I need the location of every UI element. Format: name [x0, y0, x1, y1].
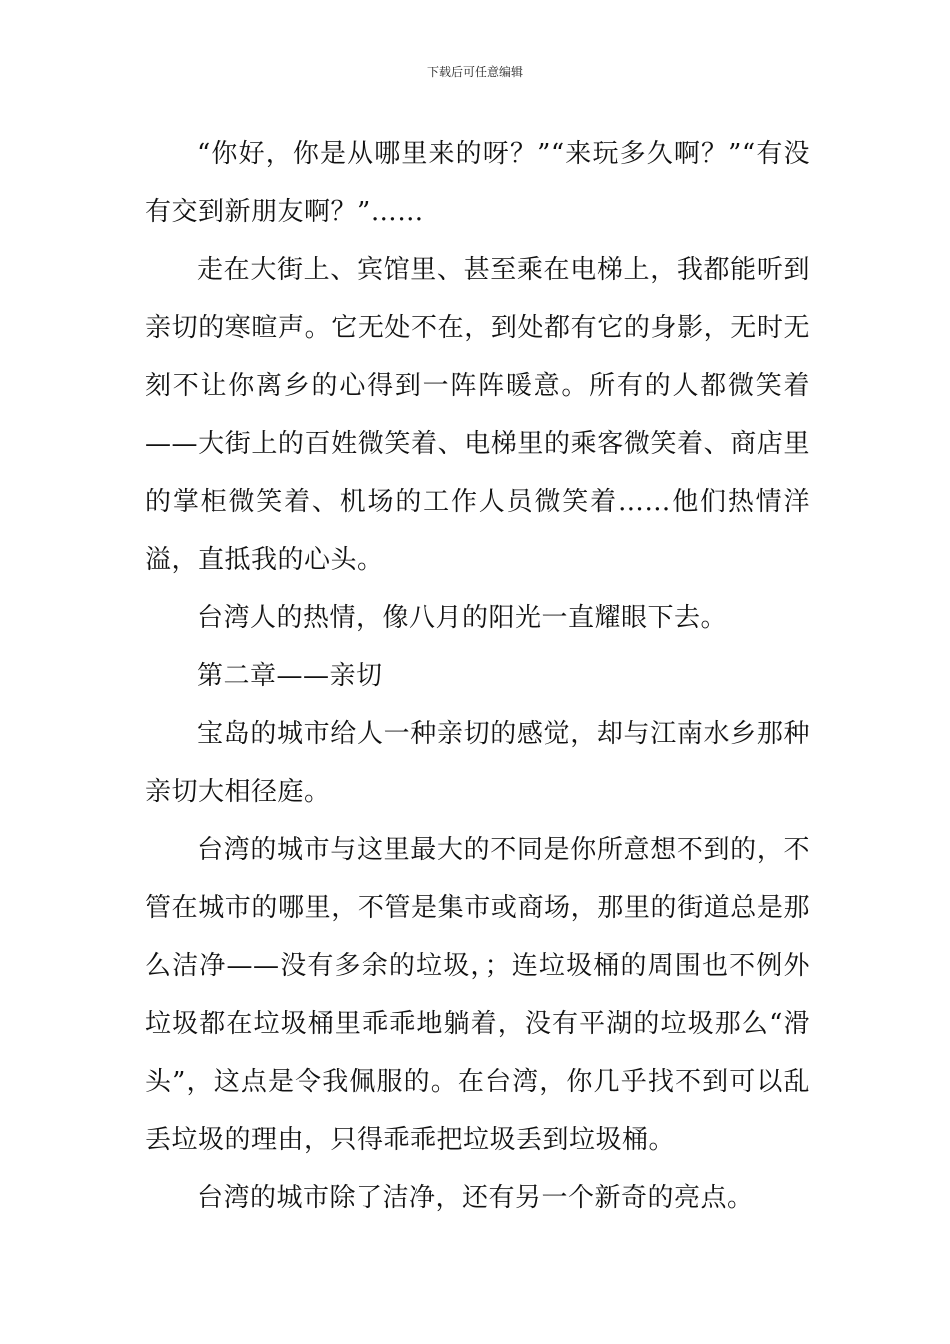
paragraph-enthusiasm: 台湾人的热情，像八月的阳光一直耀眼下去。 [197, 603, 728, 633]
paragraph-clean-streets: 台湾的城市与这里最大的不同是你所意想不到的，不管在城市的哪里，不管是集市或商场，那里的街道总是那么洁净——没有多余的垃圾，；连垃圾桶的周围也不例外垃圾都在垃圾桶里乖乖地躺着，没有平湖的垃圾那么“滑头”，这点是令我佩服的。在台湾，你几乎找不到可以乱丢垃圾的理由，只得乖乖把垃圾丢到垃圾桶。 [145, 835, 810, 1155]
page-header: 下载后可任意编辑 [426, 65, 523, 79]
paragraph-highlight: 台湾的城市除了洁净，还有另一个新奇的亮点。 [197, 1183, 754, 1213]
document-body [145, 125, 810, 1227]
chapter-heading: 第二章——亲切 [197, 661, 383, 691]
paragraph-street-smiles: 走在大街上、宾馆里、甚至乘在电梯上，我都能听到亲切的寒暄声。它无处不在，到处都有它的身影，无时无刻不让你离乡的心得到一阵阵暖意。所有的人都微笑着——大街上的百姓微笑着、电梯里的乘客微笑着、商店里的掌柜微笑着、机场的工作人员微笑着……他们热情洋溢，直抵我的心头。 [145, 255, 810, 575]
paragraph-city-feeling: 宝岛的城市给人一种亲切的感觉，却与江南水乡那种亲切大相径庭。 [145, 719, 810, 807]
paragraph-greetings: “你好，你是从哪里来的呀？”“来玩多久啊？”“有没有交到新朋友啊？”…… [145, 139, 810, 227]
